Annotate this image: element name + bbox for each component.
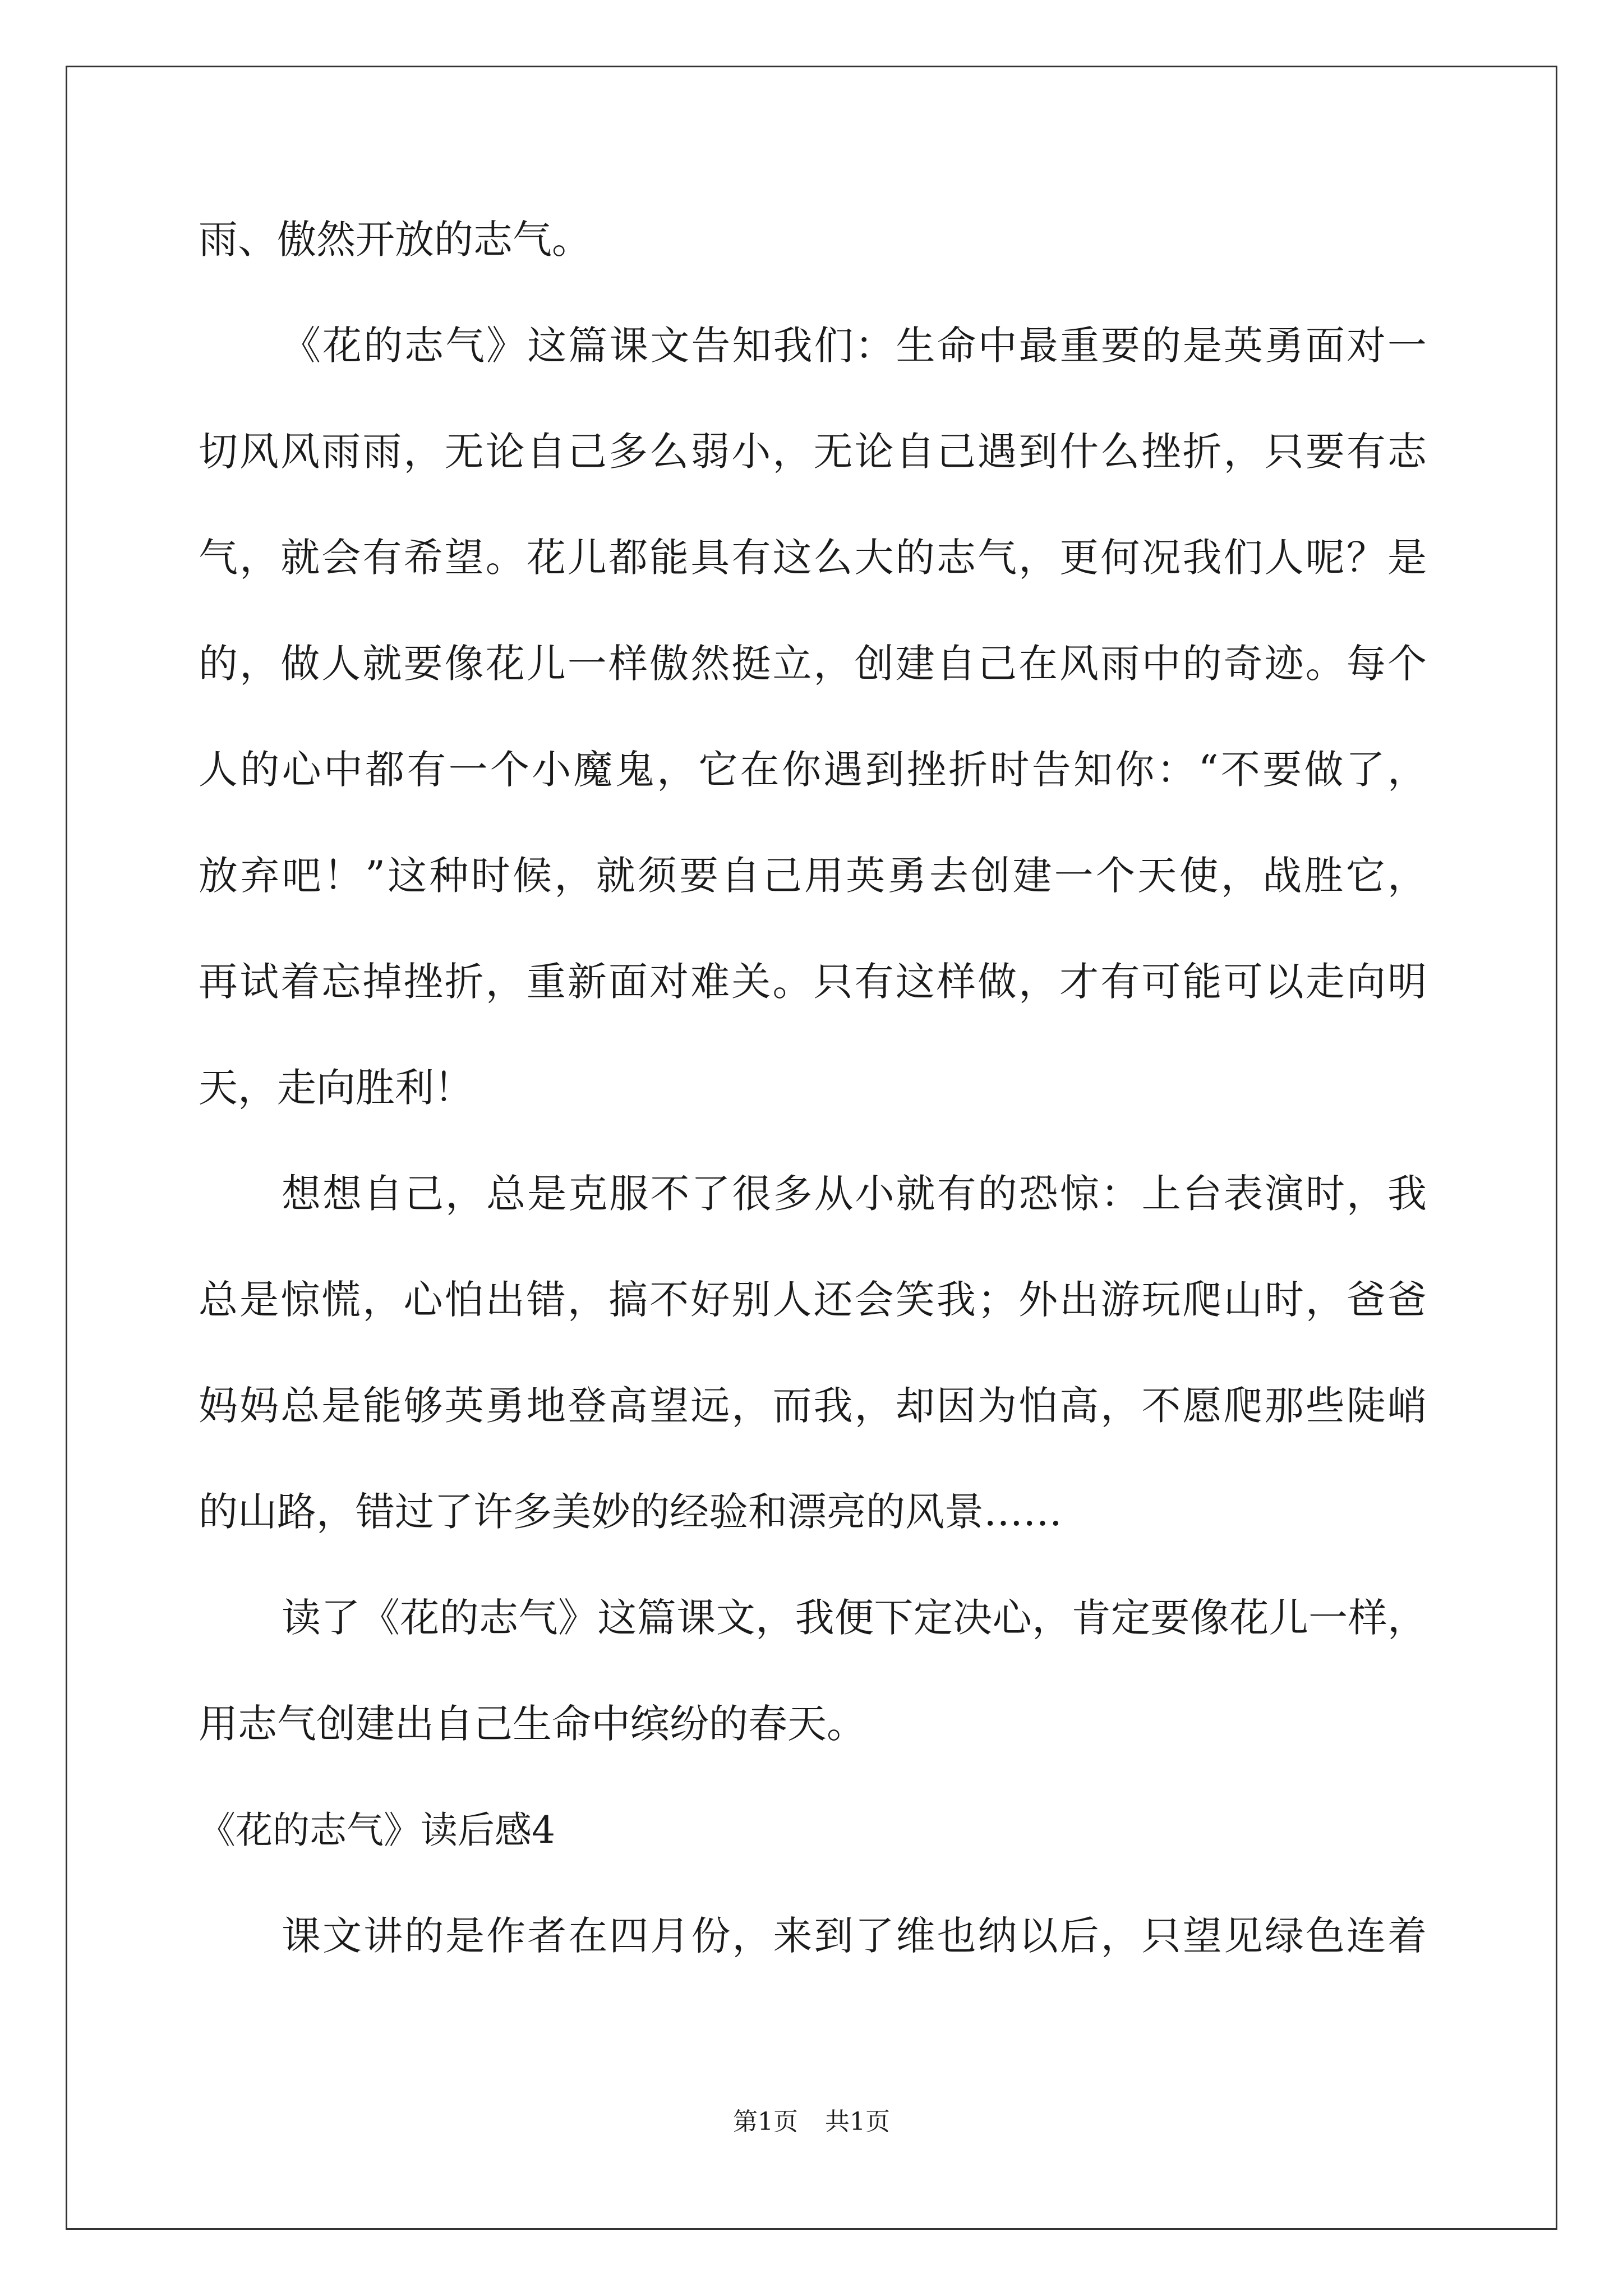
text-line: 课文讲的是作者在四月份，来到了维也纳以后，只望见绿色连着 xyxy=(282,1913,1427,1959)
text-line: 总是惊慌，心怕出错，搞不好别人还会笑我；外出游玩爬山时，爸爸 xyxy=(199,1277,1427,1323)
text-line: 的山路，错过了许多美妙的经验和漂亮的风景…… xyxy=(199,1489,1062,1535)
text-line: 想想自己，总是克服不了很多从小就有的恐惊：上台表演时，我 xyxy=(282,1171,1427,1217)
text-line: 雨、傲然开放的志气。 xyxy=(199,217,591,263)
text-line: 妈妈总是能够英勇地登高望远，而我，却因为怕高，不愿爬那些陡峭 xyxy=(199,1383,1427,1429)
page-footer xyxy=(0,2105,1623,2139)
text-line: 天，走向胜利！ xyxy=(199,1065,473,1111)
text-line: 切风风雨雨，无论自己多么弱小，无论自己遇到什么挫折，只要有志 xyxy=(199,429,1427,475)
text-line: 《花的志气》这篇课文告知我们：生命中最重要的是英勇面对一 xyxy=(282,323,1427,369)
text-line: 的，做人就要像花儿一样傲然挺立，创建自己在风雨中的奇迹。每个 xyxy=(199,641,1427,687)
page-number-current: 第1页 xyxy=(733,2108,798,2136)
document-body xyxy=(199,187,1427,1989)
text-line: 再试着忘掉挫折，重新面对难关。只有这样做，才有可能可以走向明 xyxy=(199,959,1427,1005)
text-line: 人的心中都有一个小魔鬼，它在你遇到挫折时告知你：“不要做了， xyxy=(199,747,1427,793)
section-heading: 《花的志气》读后感4 xyxy=(199,1809,555,1852)
text-line: 读了《花的志气》这篇课文，我便下定决心，肯定要像花儿一样， xyxy=(282,1595,1427,1641)
page-number-total: 共1页 xyxy=(825,2108,890,2136)
text-line: 气，就会有希望。花儿都能具有这么大的志气，更何况我们人呢？是 xyxy=(199,535,1427,581)
text-line: 用志气创建出自己生命中缤纷的春天。 xyxy=(199,1701,866,1747)
text-line: 放弃吧！”这种时候，就须要自己用英勇去创建一个天使，战胜它， xyxy=(199,853,1427,899)
